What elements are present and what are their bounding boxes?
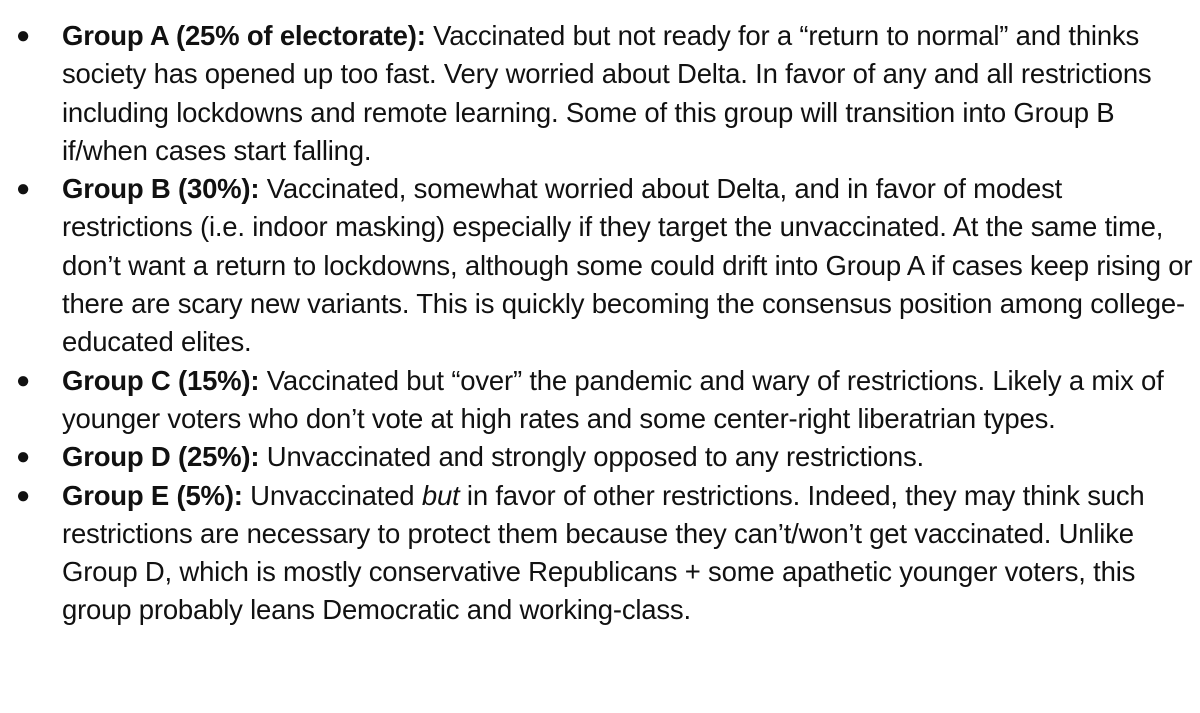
- group-description-start: Unvaccinated: [242, 479, 422, 511]
- bullet-icon: ●: [15, 366, 31, 394]
- bullet-icon: ●: [15, 22, 31, 49]
- group-label: Group E (5%):: [62, 479, 243, 511]
- group-description: Vaccinated, somewhat worried about Delta, and in favor of modest restrictions (i.e. indoor masking) especially if they target the unvaccinated. At the same time, don’t want a return to lockdowns, although some could drift into Group A if cases keep rising or there are scary new variants. This is quickly becoming the consensus position among college-educated elites.: [62, 173, 1193, 358]
- list-item-group-e: [0, 477, 1200, 630]
- bullet-icon: ●: [15, 443, 31, 471]
- bullet-icon: ●: [15, 175, 31, 203]
- group-description-end: in favor of other restrictions. Indeed, they may think such restrictions are necessary to protect them because they can’t/won’t get vaccinated. Unlike Group D, which is mostly conservative Republicans + some apathetic younger voters, this group probably leans Democratic and working-class.: [62, 479, 1145, 626]
- group-label: Group B (30%):: [62, 173, 260, 205]
- group-description: Vaccinated but not ready for a “return to normal” and thinks society has opened up too fast. Very worried about Delta. In favor of any and all restrictions including lockdowns and remote learning. Some of this group will transition into Group B if/when cases start falling.: [62, 20, 1152, 166]
- group-label: Group A (25% of electorate):: [62, 20, 426, 51]
- list-item-group-d: [0, 438, 1200, 476]
- bullet-list: [0, 17, 1200, 630]
- group-description: Vaccinated but “over” the pandemic and wary of restrictions. Likely a mix of younger voters who don’t vote at high rates and some center-right liberatrian types.: [62, 364, 1164, 434]
- group-description: Unvaccinated and strongly opposed to any restrictions.: [259, 441, 925, 473]
- list-item-group-c: [0, 362, 1200, 439]
- emphasis-text: but: [421, 479, 460, 511]
- list-item-group-a: [0, 17, 1200, 170]
- group-label: Group D (25%):: [62, 441, 260, 473]
- bullet-icon: ●: [15, 481, 31, 509]
- group-label: Group C (15%):: [62, 364, 260, 396]
- document-body: [0, 17, 1200, 630]
- list-item-group-b: [0, 170, 1200, 361]
